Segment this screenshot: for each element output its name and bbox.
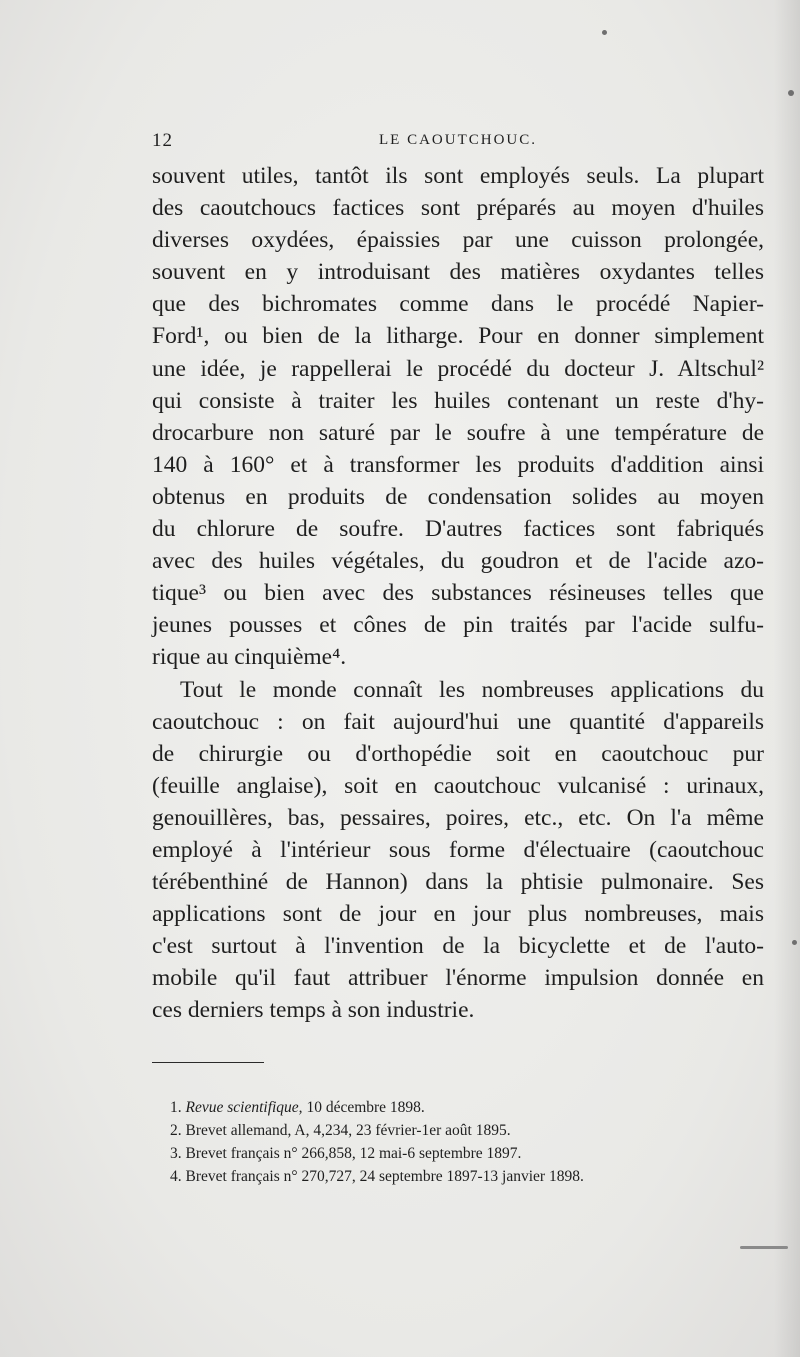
text-line: applications sont de jour en jour plus nombreuses, mais (152, 901, 764, 928)
text-line: avec des huiles végétales, du goudron et de l'acide azo- (152, 548, 764, 575)
text-line: 140 à 160° et à transformer les produits d'addition ainsi (152, 451, 764, 478)
footnote-number: 2. (170, 1122, 182, 1139)
body-text (152, 160, 764, 1027)
footnote-number: 1. (170, 1099, 182, 1116)
text-line: (feuille anglaise), soit en caoutchouc vulcanisé : urinaux, (152, 772, 764, 799)
text-line: Ford¹, ou bien de la litharge. Pour en donner simplement (152, 323, 764, 350)
text-line: souvent utiles, tantôt ils sont employés seuls. La plupart (152, 163, 764, 189)
footnote-journal-title: Revue scientifique, (185, 1099, 303, 1116)
text-line: Tout le monde connaît les nombreuses applications du (180, 676, 764, 703)
text-line: souvent en y introduisant des matières oxydantes telles (152, 259, 764, 286)
text-line: ces derniers temps à son industrie. (152, 997, 475, 1024)
footnote-1 (170, 1096, 770, 1119)
text-line: des caoutchoucs factices sont préparés au moyen d'huiles (152, 195, 764, 222)
page-number: 12 (152, 130, 173, 151)
scan-speck (788, 90, 794, 96)
text-line: caoutchouc : on fait aujourd'hui une quantité d'appareils (152, 708, 764, 735)
text-line: qui consiste à traiter les huiles contenant un reste d'hy- (152, 387, 764, 414)
footnote-number: 3. (170, 1145, 182, 1162)
text-line: du chlorure de soufre. D'autres factices sont fabriqués (152, 516, 764, 543)
footnote-text: Brevet allemand, A, 4,234, 23 février-1er août 1895. (181, 1122, 511, 1139)
text-line: diverses oxydées, épaissies par une cuisson prolongée, (152, 227, 764, 254)
page-edge-shadow (774, 0, 800, 1357)
footnote-2 (170, 1119, 770, 1142)
text-line: de chirurgie ou d'orthopédie soit en caoutchouc pur (152, 740, 764, 767)
text-line: c'est surtout à l'invention de la bicyclette et de l'auto- (152, 933, 764, 960)
text-line: employé à l'intérieur sous forme d'électuaire (caoutchouc (152, 836, 764, 863)
footnote-text: 10 décembre 1898. (302, 1099, 425, 1116)
text-line: tique³ ou bien avec des substances résineuses telles que (152, 580, 764, 607)
text-line: genouillères, bas, pessaires, poires, etc., etc. On l'a même (152, 804, 764, 831)
text-line: que des bichromates comme dans le procédé Napier- (152, 291, 764, 318)
footnotes (170, 1096, 770, 1188)
footnote-text: Brevet français n° 266,858, 12 mai-6 septembre 1897. (181, 1145, 522, 1162)
text-line: rique au cinquième⁴. (152, 644, 347, 671)
running-title: LE CAOUTCHOUC. (379, 132, 537, 148)
footnote-number: 4. (170, 1168, 182, 1185)
footnote-3 (170, 1142, 770, 1165)
footnote-4 (170, 1165, 770, 1188)
text-line: une idée, je rappellerai le procédé du docteur J. Altschul² (152, 355, 764, 382)
footnote-text: Brevet français n° 270,727, 24 septembre 1897-13 janvier 1898. (181, 1168, 584, 1185)
text-line: térébenthiné de Hannon) dans la phtisie pulmonaire. Ses (152, 869, 764, 896)
scan-speck (602, 30, 607, 35)
text-line: drocarbure non saturé par le soufre à une température de (152, 419, 764, 446)
scan-speck (792, 940, 797, 945)
text-line: obtenus en produits de condensation solides au moyen (152, 483, 764, 510)
text-line: jeunes pousses et cônes de pin traités par l'acide sulfu- (152, 612, 764, 639)
scan-speck (740, 1246, 788, 1249)
text-line: mobile qu'il faut attribuer l'énorme impulsion donnée en (152, 965, 764, 992)
footnote-separator (152, 1062, 264, 1063)
